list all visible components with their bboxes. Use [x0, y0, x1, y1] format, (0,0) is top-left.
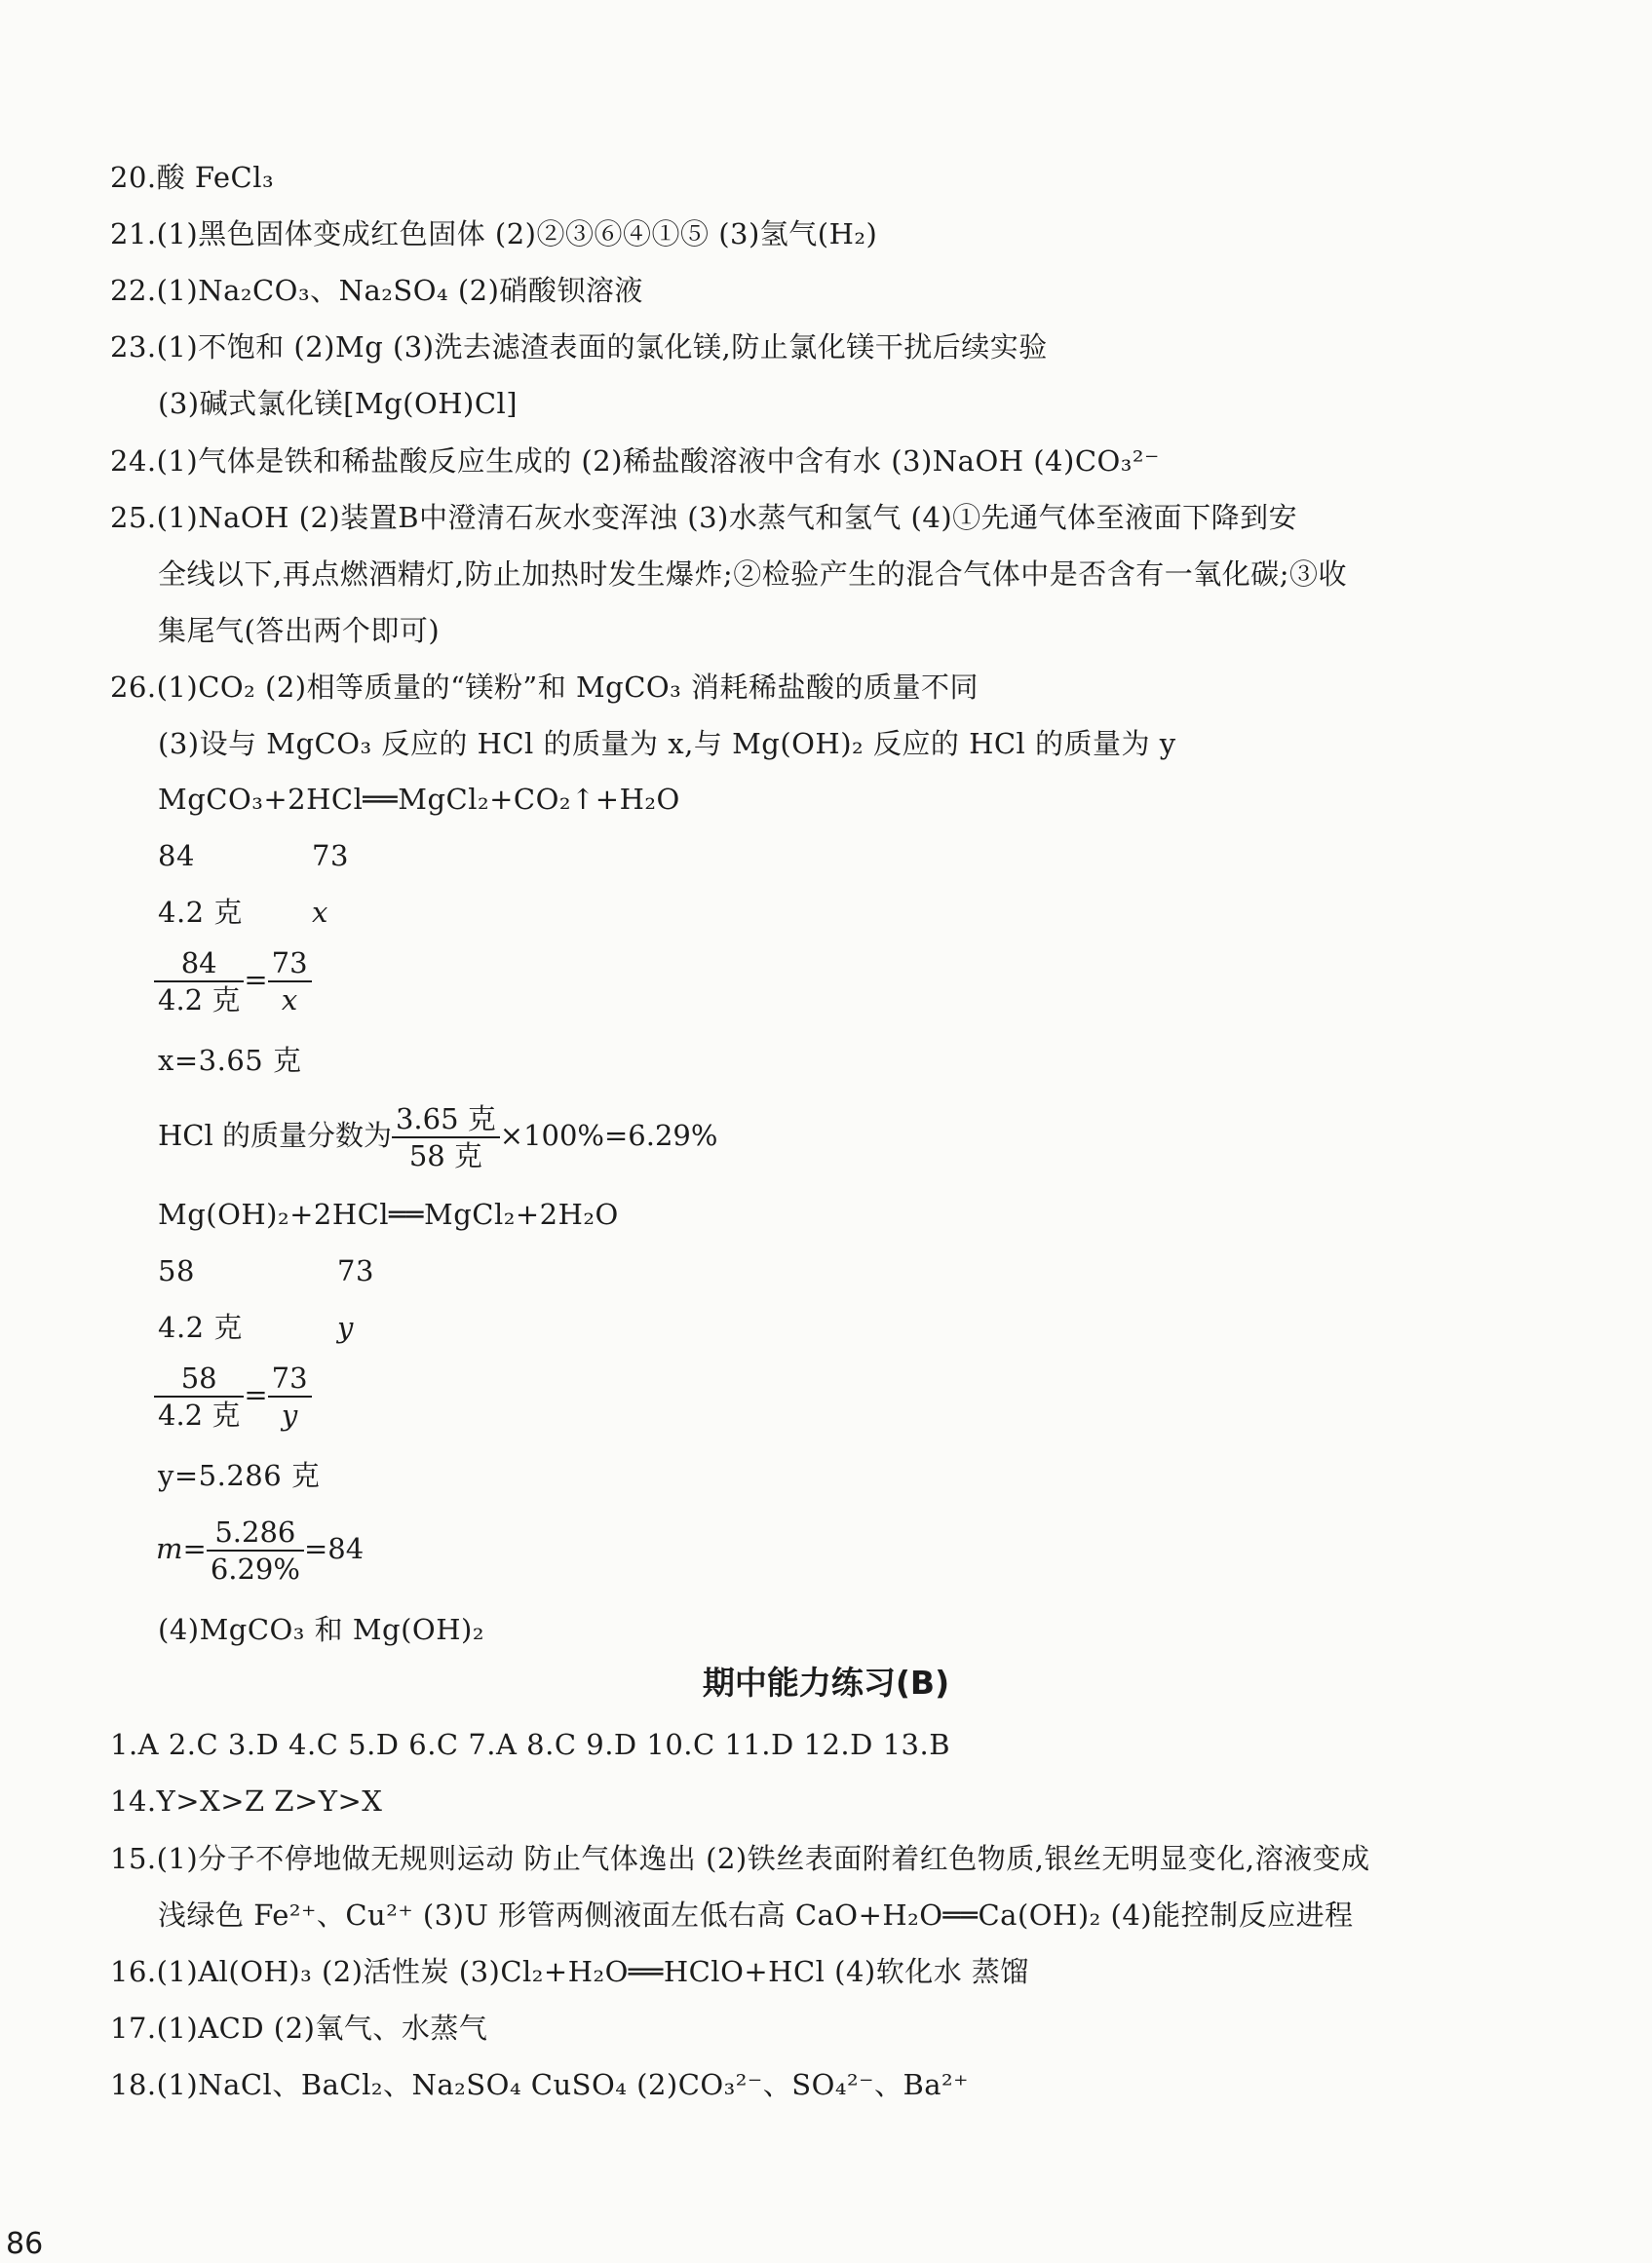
- ratio2-left-fraction: [154, 1361, 244, 1433]
- answer-b-q15-line2: 浅绿色 Fe²⁺、Cu²⁺ (3)U 形管两侧液面左低右高 CaO+H₂O══Ca(OH)₂ (4)能控制反应进程: [158, 1899, 1354, 1932]
- eq2-unknown-y: y: [337, 1311, 354, 1344]
- answer-q26-part4: (4)MgCO₃ 和 Mg(OH)₂: [158, 1613, 484, 1646]
- hcl-fraction: [392, 1101, 500, 1173]
- ratio1-left-numerator: 84: [154, 945, 244, 982]
- section-title: 期中能力练习(B): [702, 1664, 950, 1702]
- m-numerator: 5.286: [207, 1515, 304, 1552]
- m-prefix: m=: [156, 1532, 207, 1565]
- hcl-suffix: ×100%=6.29%: [499, 1119, 718, 1152]
- hcl-denominator: 58 克: [408, 1139, 482, 1172]
- hcl-numerator: 3.65 克: [392, 1101, 500, 1138]
- ratio2-equals: =: [244, 1378, 268, 1411]
- answer-q23-line2: (3)碱式氯化镁[Mg(OH)Cl]: [158, 387, 519, 420]
- ratio-equation-1: [154, 945, 312, 1017]
- answer-q26-line1: 26.(1)CO₂ (2)相等质量的“镁粉”和 MgCO₃ 消耗稀盐酸的质量不同: [110, 671, 980, 704]
- answer-q25-line1: 25.(1)NaOH (2)装置B中澄清石灰水变浑浊 (3)水蒸气和氢气 (4)①先通气体至液面下降到安: [110, 501, 1298, 534]
- ratio2-right-fraction: [268, 1361, 312, 1433]
- answer-b-q16: 16.(1)Al(OH)₃ (2)活性炭 (3)Cl₂+H₂O══HClO+HCl (4)软化水 蒸馏: [110, 1955, 1029, 1988]
- x-result: x=3.65 克: [158, 1044, 302, 1077]
- eq2-given-mass: 4.2 克: [158, 1311, 243, 1344]
- y-result: y=5.286 克: [158, 1459, 321, 1492]
- page-number: 86: [6, 2227, 44, 2261]
- answer-b-q18: 18.(1)NaCl、BaCl₂、Na₂SO₄ CuSO₄ (2)CO₃²⁻、SO₄²⁻、Ba²⁺: [110, 2068, 969, 2101]
- answer-q25-line2: 全线以下,再点燃酒精灯,防止加热时发生爆炸;②检验产生的混合气体中是否含有一氧化碳;③收: [158, 557, 1347, 591]
- m-fraction: [207, 1515, 304, 1587]
- ratio-equation-2: [154, 1361, 312, 1433]
- answer-b-q17: 17.(1)ACD (2)氧气、水蒸气: [110, 2012, 488, 2045]
- m-denominator: 6.29%: [210, 1553, 300, 1586]
- eq2-molar-mass-1: 58: [158, 1254, 195, 1287]
- ratio2-right-denominator: y: [281, 1399, 298, 1432]
- answer-q21: 21.(1)黑色固体变成红色固体 (2)②③⑥④①⑤ (3)氢气(H₂): [110, 217, 878, 250]
- answer-q20: 20.酸 FeCl₃: [110, 161, 275, 194]
- answer-q25-line3: 集尾气(答出两个即可): [158, 614, 441, 647]
- eq1-molar-mass-1: 84: [158, 839, 195, 872]
- hcl-prefix: HCl 的质量分数为: [158, 1119, 392, 1152]
- ratio1-left-denominator: 4.2 克: [158, 983, 241, 1016]
- answer-q26-line2: (3)设与 MgCO₃ 反应的 HCl 的质量为 x,与 Mg(OH)₂ 反应的 HCl 的质量为 y: [158, 727, 1176, 760]
- m-suffix: =84: [303, 1532, 365, 1565]
- answer-q23-line1: 23.(1)不饱和 (2)Mg (3)洗去滤渣表面的氯化镁,防止氯化镁干扰后续实验: [110, 330, 1048, 364]
- eq2-molar-mass-2: 73: [337, 1254, 374, 1287]
- ratio1-right-denominator: x: [281, 983, 298, 1016]
- answer-b-q14: 14.Y>X>Z Z>Y>X: [110, 1784, 383, 1818]
- ratio1-right-numerator: 73: [268, 945, 312, 982]
- m-calculation: [156, 1515, 364, 1587]
- ratio1-left-fraction: [154, 945, 244, 1017]
- answer-q1-13: 1.A 2.C 3.D 4.C 5.D 6.C 7.A 8.C 9.D 10.C 11.D 12.D 13.B: [110, 1728, 951, 1761]
- ratio1-equals: =: [244, 963, 268, 996]
- ratio2-left-denominator: 4.2 克: [158, 1399, 241, 1432]
- hcl-mass-fraction: [158, 1101, 717, 1173]
- equation-mgoh2: Mg(OH)₂+2HCl══MgCl₂+2H₂O: [158, 1198, 619, 1231]
- eq1-unknown-x: x: [312, 896, 328, 929]
- answer-q24: 24.(1)气体是铁和稀盐酸反应生成的 (2)稀盐酸溶液中含有水 (3)NaOH (4)CO₃²⁻: [110, 444, 1160, 478]
- eq1-given-mass: 4.2 克: [158, 896, 243, 929]
- equation-mgco3: MgCO₃+2HCl══MgCl₂+CO₂↑+H₂O: [158, 783, 680, 816]
- ratio2-left-numerator: 58: [154, 1361, 244, 1398]
- answer-q22: 22.(1)Na₂CO₃、Na₂SO₄ (2)硝酸钡溶液: [110, 274, 643, 307]
- eq1-molar-mass-2: 73: [312, 839, 349, 872]
- ratio2-right-numerator: 73: [268, 1361, 312, 1398]
- answer-b-q15-line1: 15.(1)分子不停地做无规则运动 防止气体逸出 (2)铁丝表面附着红色物质,银丝无明显变化,溶液变成: [110, 1842, 1370, 1875]
- ratio1-right-fraction: [268, 945, 312, 1017]
